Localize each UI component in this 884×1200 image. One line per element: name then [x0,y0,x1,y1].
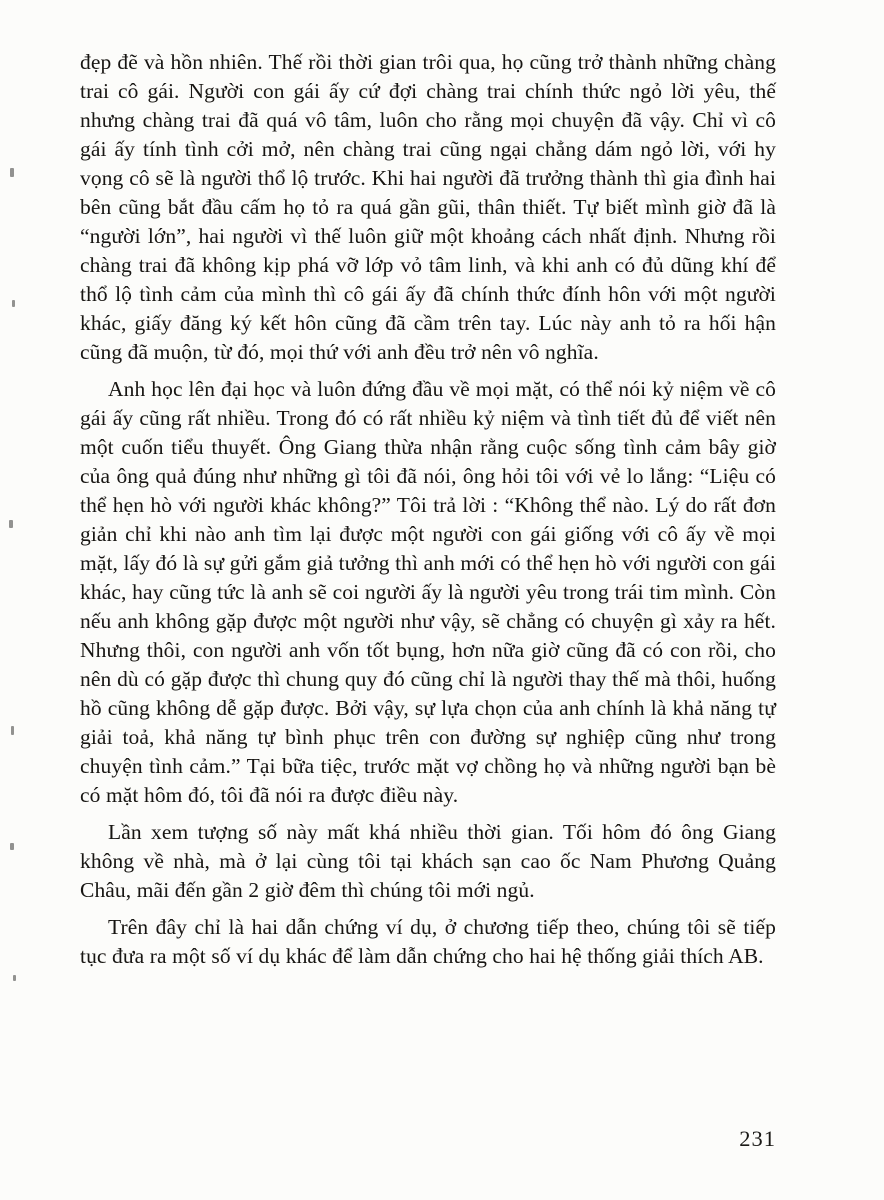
paragraph: đẹp đẽ và hồn nhiên. Thế rồi thời gian trôi qua, họ cũng trở thành những chàng trai cô gái. Người con gái ấy cứ đợi chàng trai chính thức ngỏ lời yêu, thế nhưng chàng trai đã quá vô tâm, luôn cho rằng mọi chuyện đã vậy. Chỉ vì cô gái ấy tính tình cởi mở, nên chàng trai cũng ngại chẳng dám ngỏ lời, với hy vọng cô sẽ là người thổ lộ trước. Khi hai người đã trưởng thành thì gia đình hai bên cũng bắt đầu cấm họ tỏ ra quá gần gũi, thân thiết. Tự biết mình giờ đã là “người lớn”, hai người vì thế luôn giữ một khoảng cách nhất định. Nhưng rồi chàng trai đã không kịp phá vỡ lớp vỏ tâm linh, và khi anh có đủ dũng khí để thổ lộ tình cảm của mình thì cô gái ấy đã chính thức đính hôn với một người khác, giấy đăng ký kết hôn cũng đã cầm trên tay. Lúc này anh tỏ ra hối hận cũng đã muộn, từ đó, mọi thứ với anh đều trở nên vô nghĩa. [80,50,776,364]
page-number: 231 [739,1126,776,1151]
scan-speck [11,726,14,735]
scan-speck [9,520,13,528]
scan-speck [10,843,14,850]
scan-speck [13,975,16,981]
page-text [80,48,776,971]
scan-speck [12,300,15,307]
scan-speck [10,168,14,177]
paragraph: Anh học lên đại học và luôn đứng đầu về mọi mặt, có thể nói kỷ niệm về cô gái ấy cũng rất nhiều. Trong đó có rất nhiều kỷ niệm và tình tiết đủ để viết nên một cuốn tiểu thuyết. Ông Giang thừa nhận rằng cuộc sống tình cảm bây giờ của ông quả đúng như những gì tôi đã nói, ông hỏi tôi với vẻ lo lắng: “Liệu có thể hẹn hò với người khác không?” Tôi trả lời : “Không thể nào. Lý do rất đơn giản chỉ khi nào anh tìm lại được một người con gái giống với cô ấy về mọi mặt, lấy đó là sự gửi gắm giả tưởng thì anh mới có thể hẹn hò với người con gái khác, hay cũng tức là anh sẽ coi người ấy là người yêu trong trái tim mình. Còn nếu anh không gặp được một người như vậy, sẽ chẳng có chuyện gì xảy ra hết. Nhưng thôi, con người anh vốn tốt bụng, hơn nữa giờ cũng đã có con rồi, cho nên dù có gặp được thì chung quy đó cũng chỉ là người thay thế mà thôi, huống hồ cũng không dễ gặp được. Bởi vậy, sự lựa chọn của anh chính là khả năng tự giải toả, khả năng tự bình phục trên con đường sự nghiệp cũng như trong chuyện tình cảm.” Tại bữa tiệc, trước mặt vợ chồng họ và những người bạn bè có mặt hôm đó, tôi đã nói ra được điều này. [80,377,776,807]
paragraph: Lần xem tượng số này mất khá nhiều thời gian. Tối hôm đó ông Giang không về nhà, mà ở lại cùng tôi tại khách sạn cao ốc Nam Phương Quảng Châu, mãi đến gần 2 giờ đêm thì chúng tôi mới ngủ. [80,820,776,902]
paragraph: Trên đây chỉ là hai dẫn chứng ví dụ, ở chương tiếp theo, chúng tôi sẽ tiếp tục đưa ra một số ví dụ khác để làm dẫn chứng cho hai hệ thống giải thích AB. [80,915,776,968]
